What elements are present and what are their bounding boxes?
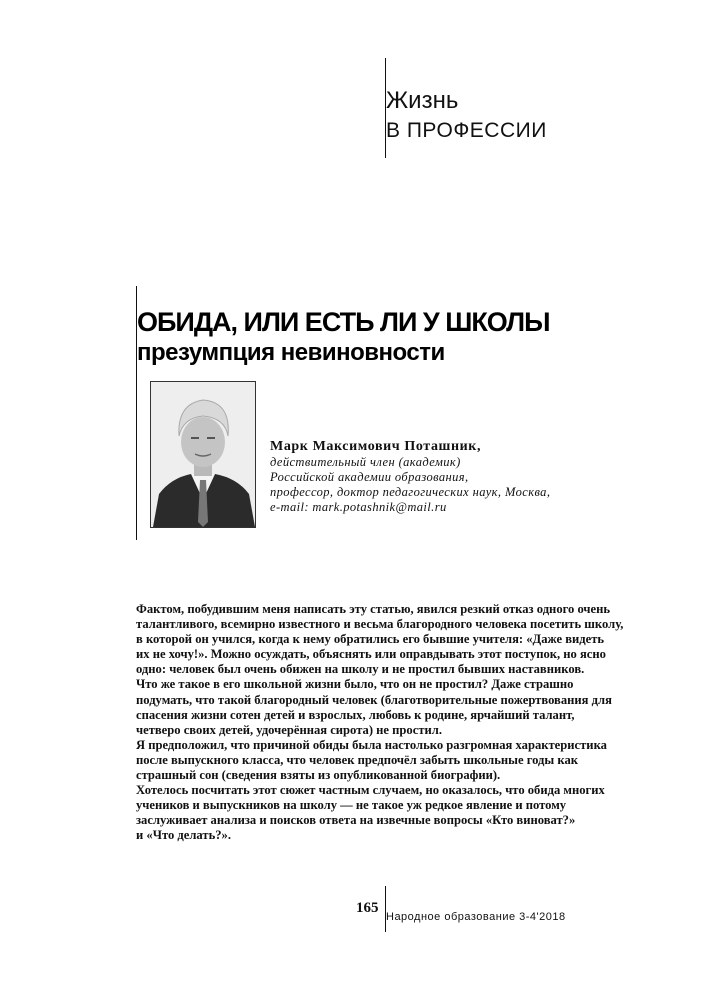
portrait-image [151,382,255,527]
body-line: подумать, что такой благородный человек (благотворительные пожертвования для [136,692,612,707]
body-line: в которой он учился, когда к нему обратились его бывшие учителя: «Даже видеть [136,632,605,647]
body-line: Что же такое в его школьной жизни было, что он не простил? Даже страшно [136,677,574,692]
body-line: после выпускного класса, что человек предпочёл забыть школьные годы как [136,752,579,767]
author-name: Марк Максимович Поташник, [270,439,482,454]
article-title-main: ОБИДА, ИЛИ ЕСТЬ ЛИ У ШКОЛЫ [137,307,550,337]
section-title-line2: В ПРОФЕССИИ [386,119,547,142]
body-line: заслуживает анализа и поисков ответа на извечные вопросы «Кто виноват?» [136,813,576,828]
body-line: их не хочу!». Можно осуждать, объяснять или оправдывать этот поступок, но ясно [136,647,606,662]
body-line: одно: человек был очень обижен на школу и не простил бывших наставников. [136,662,585,677]
article-body [136,602,681,844]
author-info [270,438,670,515]
body-line: и «Что делать?». [136,828,231,843]
journal-name: Народное образование 3-4'2018 [386,911,566,923]
body-line: учеников и выпускников на школу — не такое уж редкое явление и потому [136,798,567,813]
author-email: e-mail: mark.potashnik@mail.ru [270,500,447,514]
author-detail-line: профессор, доктор педагогических наук, Москва, [270,485,551,499]
body-line: талантливого, всемирно известного и весьма благородного человека посетить школу, [136,617,624,632]
article-title [137,306,550,368]
author-portrait [150,381,256,528]
body-line: Я предположил, что причиной обиды была настолько разгромная характеристика [136,737,607,752]
author-detail-line: действительный член (академик) [270,455,461,469]
body-line: Хотелось посчитать этот сюжет частным случаем, но оказалось, что обида многих [136,783,605,798]
section-title-line1: Жизнь [386,87,459,114]
page-number: 165 [356,900,379,916]
body-line: спасения жизни сотен детей и взрослых, любовь к родине, ярчайший талант, [136,707,575,722]
section-header [386,86,547,146]
body-line: четверо своих детей, удочерённая сирота) не простил. [136,722,442,737]
body-line: Фактом, побудившим меня написать эту статью, явился резкий отказ одного очень [136,602,611,616]
body-line: страшный сон (сведения взяты из опубликованной биографии). [136,768,501,783]
footer-divider-line [385,886,386,932]
author-detail-line: Российской академии образования, [270,470,469,484]
article-title-sub: презумпция невиновности [137,339,445,366]
